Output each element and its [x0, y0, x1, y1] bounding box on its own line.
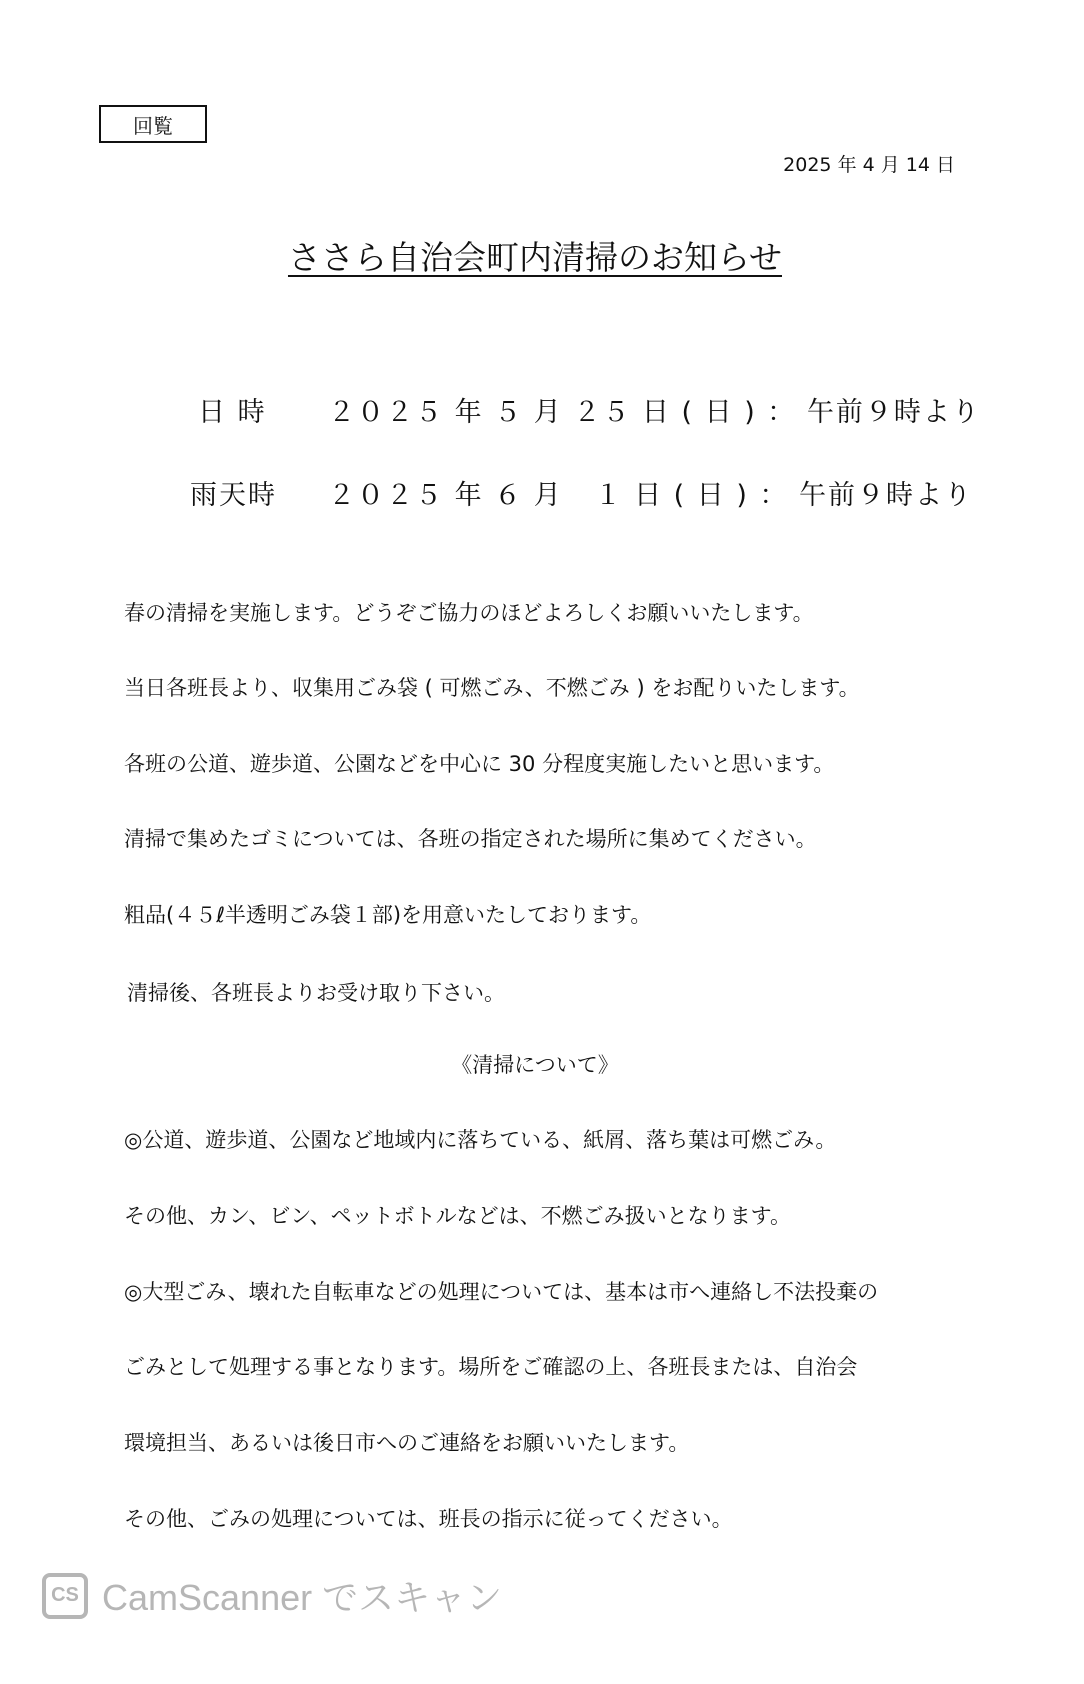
- camscanner-watermark-text: CamScanner でスキャン: [102, 1577, 503, 1618]
- cleaning-line-6: その他、ごみの処理については、班長の指示に従ってください。: [124, 1507, 733, 1531]
- body-paragraph-5: 粗品(４５ℓ半透明ごみ袋１部)を用意いたしております。: [124, 903, 652, 927]
- schedule-primary-label: 日 時: [198, 397, 267, 428]
- camscanner-watermark: [42, 1570, 502, 1621]
- cleaning-line-5: 環境担当、あるいは後日市へのご連絡をお願いいたします。: [124, 1431, 690, 1455]
- schedule-rain-label: 雨天時: [190, 480, 277, 511]
- body-paragraph-2: 当日各班長より、収集用ごみ袋 ( 可燃ごみ、不燃ごみ ) をお配りいたします。: [124, 676, 860, 700]
- cleaning-line-4: ごみとして処理する事となります。場所をご確認の上、各班長または、自治会: [124, 1355, 858, 1379]
- circulation-label: 回覧: [133, 113, 173, 138]
- body-paragraph-3: 各班の公道、遊歩道、公園などを中心に 30 分程度実施したいと思います。: [124, 752, 835, 776]
- cleaning-section-heading: 《清掃について》: [451, 1053, 619, 1077]
- camscanner-logo-icon: CS: [42, 1573, 88, 1619]
- schedule-primary: [198, 390, 981, 429]
- schedule-rain: [190, 473, 973, 512]
- body-paragraph-1: 春の清掃を実施します。どうぞご協力のほどよろしくお願いいたします。: [124, 601, 814, 625]
- body-paragraph-6: 清掃後、各班長よりお受け取り下さい。: [127, 981, 505, 1005]
- cleaning-line-3: ◎大型ごみ、壊れた自転車などの処理については、基本は市へ連絡し不法投棄の: [124, 1280, 879, 1304]
- cleaning-line-1: ◎公道、遊歩道、公園など地域内に落ちている、紙屑、落ち葉は可燃ごみ。: [124, 1128, 837, 1152]
- document-title: ささら自治会町内清掃のお知らせ: [287, 238, 782, 277]
- circulation-stamp: [99, 105, 207, 143]
- schedule-primary-value: ２０２５ 年 ５ 月 ２５ 日 ( 日 ) ： 午前９時より: [328, 397, 981, 428]
- body-paragraph-4: 清掃で集めたゴミについては、各班の指定された場所に集めてください。: [124, 827, 817, 851]
- cleaning-line-2: その他、カン、ビン、ペットボトルなどは、不燃ごみ扱いとなります。: [124, 1204, 791, 1228]
- schedule-rain-value: ２０２５ 年 ６ 月 １ 日 ( 日 ) ： 午前９時より: [328, 480, 974, 511]
- document-date: 2025 年 4 月 14 日: [783, 154, 955, 176]
